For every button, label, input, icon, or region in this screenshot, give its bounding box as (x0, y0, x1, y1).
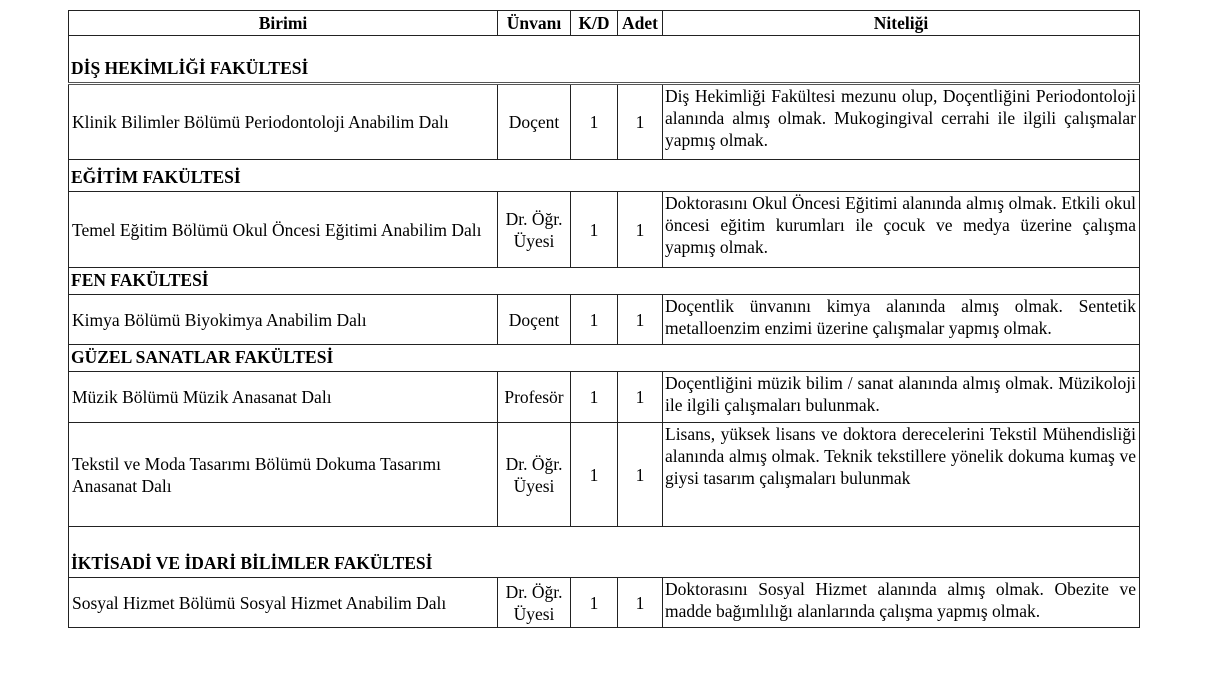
kd-cell: 1 (571, 372, 618, 423)
birimi-cell: Klinik Bilimler Bölümü Periodontoloji Anabilim Dalı (69, 84, 498, 160)
adet-cell: 1 (618, 423, 663, 527)
adet-cell: 1 (618, 372, 663, 423)
section-header (69, 36, 1140, 84)
unvani-cell: Doçent (498, 84, 571, 160)
section-title: DİŞ HEKİMLİĞİ FAKÜLTESİ (69, 36, 1140, 84)
birimi-cell: Temel Eğitim Bölümü Okul Öncesi Eğitimi Anabilim Dalı (69, 192, 498, 268)
birimi-cell: Müzik Bölümü Müzik Anasanat Dalı (69, 372, 498, 423)
niteligi-cell: Doçentlik ünvanını kimya alanında almış olmak. Sentetik metalloenzim enzimi üzerine çalışmalar yapmış olmak. (663, 295, 1140, 345)
adet-cell: 1 (618, 578, 663, 628)
header-adet: Adet (618, 11, 663, 36)
table-row (69, 295, 1140, 345)
positions-table (68, 10, 1140, 628)
unvani-cell: Dr. Öğr. Üyesi (498, 192, 571, 268)
section-header (69, 345, 1140, 372)
table-row (69, 84, 1140, 160)
header-kd: K/D (571, 11, 618, 36)
header-unvani: Ünvanı (498, 11, 571, 36)
header-row (69, 11, 1140, 36)
section-header (69, 160, 1140, 192)
table-row (69, 578, 1140, 628)
niteligi-cell: Doçentliğini müzik bilim / sanat alanında almış olmak. Müzikoloji ile ilgili çalışmaları bulunmak. (663, 372, 1140, 423)
niteligi-cell: Diş Hekimliği Fakültesi mezunu olup, Doçentliğini Periodontoloji alanında almış olmak. Mukogingival cerrahi ile ilgili çalışmalar yapmış olmak. (663, 84, 1140, 160)
unvani-cell: Doçent (498, 295, 571, 345)
header-birimi: Birimi (69, 11, 498, 36)
kd-cell: 1 (571, 423, 618, 527)
birimi-cell: Tekstil ve Moda Tasarımı Bölümü Dokuma Tasarımı Anasanat Dalı (69, 423, 498, 527)
table-row (69, 372, 1140, 423)
kd-cell: 1 (571, 84, 618, 160)
birimi-cell: Sosyal Hizmet Bölümü Sosyal Hizmet Anabilim Dalı (69, 578, 498, 628)
niteligi-cell: Doktorasını Sosyal Hizmet alanında almış olmak. Obezite ve madde bağımlılığı alanlarında çalışma yapmış olmak. (663, 578, 1140, 628)
section-title: İKTİSADİ VE İDARİ BİLİMLER FAKÜLTESİ (69, 527, 1140, 578)
niteligi-cell: Doktorasını Okul Öncesi Eğitimi alanında almış olmak. Etkili okul öncesi eğitim kurumları ile çocuk ve medya üzerine çalışma yapmış olmak. (663, 192, 1140, 268)
kd-cell: 1 (571, 192, 618, 268)
section-title: EĞİTİM FAKÜLTESİ (69, 160, 1140, 192)
unvani-cell: Dr. Öğr. Üyesi (498, 423, 571, 527)
kd-cell: 1 (571, 578, 618, 628)
table-row (69, 423, 1140, 527)
birimi-cell: Kimya Bölümü Biyokimya Anabilim Dalı (69, 295, 498, 345)
table-row (69, 192, 1140, 268)
section-header (69, 527, 1140, 578)
unvani-cell: Profesör (498, 372, 571, 423)
adet-cell: 1 (618, 192, 663, 268)
section-header (69, 268, 1140, 295)
section-title: FEN FAKÜLTESİ (69, 268, 1140, 295)
unvani-cell: Dr. Öğr. Üyesi (498, 578, 571, 628)
niteligi-cell: Lisans, yüksek lisans ve doktora derecelerini Tekstil Mühendisliği alanında almış olmak. Teknik tekstillere yönelik dokuma kumaş ve giysi tasarım çalışmaları bulunmak (663, 423, 1140, 527)
adet-cell: 1 (618, 84, 663, 160)
section-title: GÜZEL SANATLAR FAKÜLTESİ (69, 345, 1140, 372)
kd-cell: 1 (571, 295, 618, 345)
header-niteligi: Niteliği (663, 11, 1140, 36)
adet-cell: 1 (618, 295, 663, 345)
